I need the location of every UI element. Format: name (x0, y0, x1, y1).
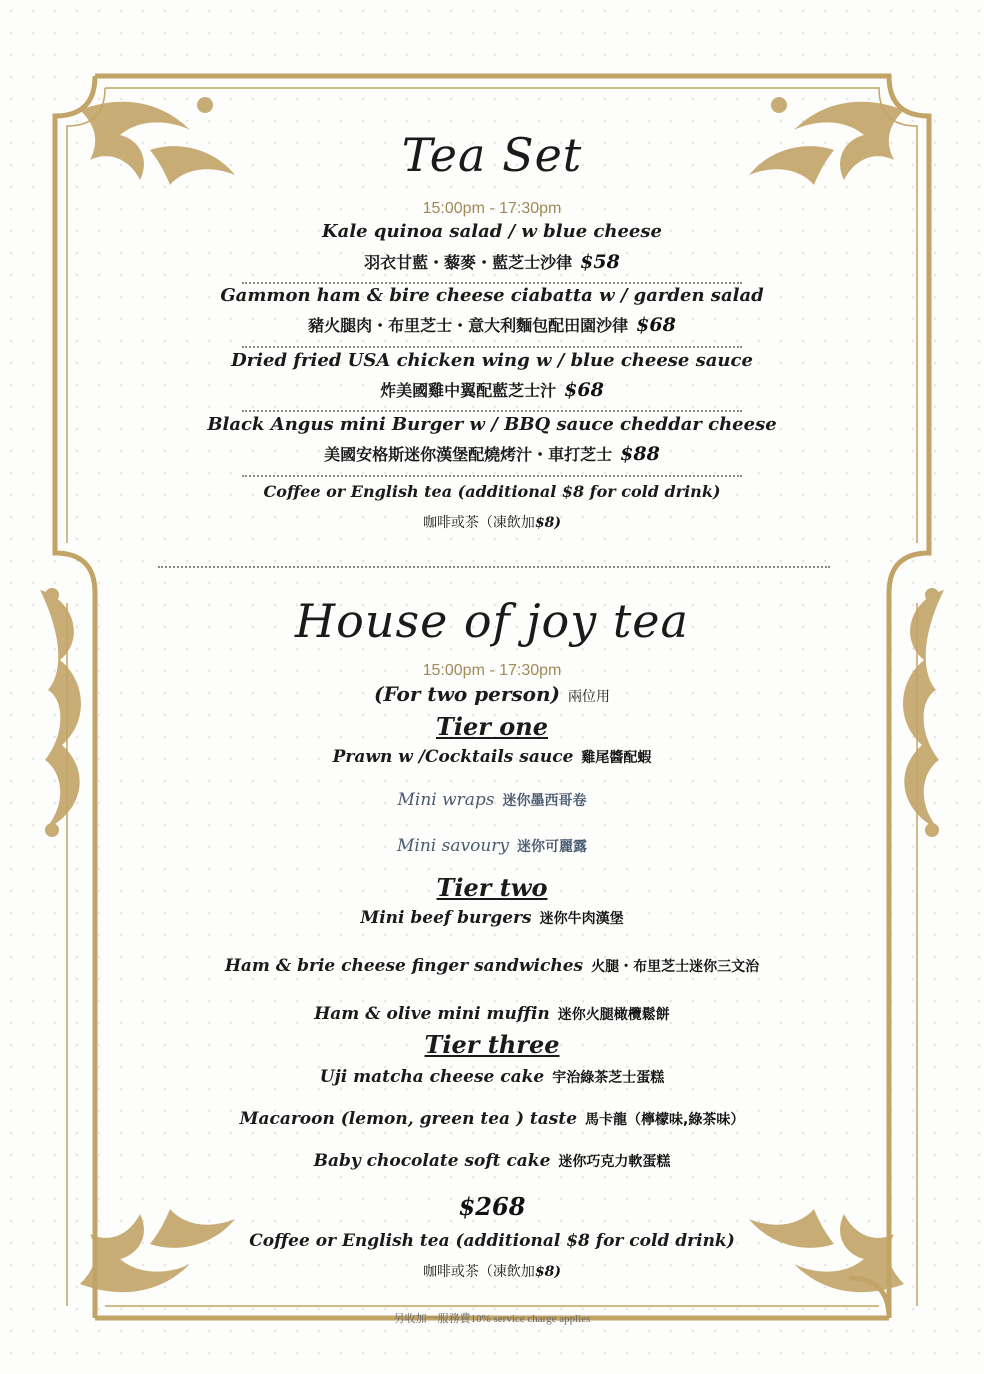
tea-set-item-4-line (0, 442, 984, 465)
tier-one-title: Tier one (436, 712, 548, 741)
joy-tea-drink-en: Coffee or English tea (additional $8 for cold drink) (249, 1231, 735, 1251)
tier-two-dish-1 (0, 908, 984, 928)
joy-tea-drink-zh: 咖啡或茶（凍飲加 (422, 1264, 535, 1280)
dish-en: Mini beef burgers (360, 908, 532, 928)
tea-set-item-4-en: Black Angus mini Burger w / BBQ sauce cheddar cheese (207, 414, 777, 435)
dish-zh: 火腿・布里芝士迷你三文治 (591, 959, 760, 975)
dish-en: Macaroon (lemon, green tea ) taste (239, 1109, 578, 1129)
tier-one-dish-1 (0, 747, 984, 767)
divider (242, 410, 742, 412)
joy-tea-for-two-line (0, 682, 984, 706)
tea-set-item-3-line (0, 378, 984, 401)
tier-three-title: Tier three (424, 1030, 560, 1059)
tea-set-item-2-price: $68 (636, 314, 676, 336)
dish-en: Prawn w /Cocktails sauce (332, 747, 574, 767)
tea-set-item-3-price: $68 (564, 379, 604, 401)
dish-en: Baby chocolate soft cake (313, 1151, 551, 1171)
dish-zh: 迷你巧克力軟蛋糕 (558, 1154, 671, 1170)
tea-set-drink-en: Coffee or English tea (additional $8 for cold drink) (263, 482, 721, 501)
section-divider (158, 566, 830, 568)
tea-set-item-1-en: Kale quinoa salad / w blue cheese (322, 221, 662, 242)
dish-zh: 馬卡龍（檸檬味,綠茶味） (585, 1112, 745, 1128)
joy-tea-title: House of joy tea (295, 594, 689, 648)
divider (242, 282, 742, 284)
tea-set-time: 15:00pm - 17:30pm (422, 200, 562, 217)
dish-zh: 雞尾醬配蝦 (581, 750, 652, 766)
tea-set-item-1-line (0, 250, 984, 273)
tea-set-item-1-price: $58 (580, 251, 620, 273)
dish-zh: 宇治綠茶芝士蛋糕 (552, 1070, 665, 1086)
tea-set-item-2-en: Gammon ham & bire cheese ciabatta w / garden salad (220, 285, 764, 306)
dish-zh: 迷你墨西哥卷 (502, 793, 587, 809)
tea-set-item-2-zh: 豬火腿肉・布里芝士・意大利麵包配田園沙律 (308, 316, 629, 335)
tea-set-drink-line (0, 512, 984, 532)
dish-en: Ham & brie cheese finger sandwiches (224, 956, 584, 976)
tier-two-title: Tier two (436, 873, 548, 902)
dish-en: Mini savoury (396, 836, 509, 856)
dish-en: Mini wraps (397, 790, 495, 810)
joy-tea-drink-price: $8) (534, 1264, 562, 1280)
dish-zh: 迷你可麗露 (517, 839, 587, 855)
tier-two-dish-3 (0, 1004, 984, 1024)
dish-zh: 迷你火腿橄欖鬆餅 (557, 1007, 670, 1023)
tea-set-item-3-zh: 炸美國雞中翼配藍芝士汁 (380, 381, 557, 400)
joy-tea-price: $268 (458, 1192, 526, 1221)
dish-en: Ham & olive mini muffin (314, 1004, 550, 1024)
divider (242, 346, 742, 348)
tea-set-item-3-en: Dried fried USA chicken wing w / blue cheese sauce (231, 350, 753, 371)
tea-set-item-2-line (0, 313, 984, 336)
tier-three-dish-1 (0, 1067, 984, 1087)
divider (242, 475, 742, 477)
joy-tea-for-two-zh: 兩位用 (568, 689, 610, 705)
joy-tea-time: 15:00pm - 17:30pm (422, 662, 562, 679)
service-charge-note: 另收加一服務費10% service charge applies (393, 1313, 591, 1325)
tier-two-dish-2 (0, 956, 984, 976)
tea-set-drink-price: $8) (534, 515, 562, 531)
tea-set-drink-zh: 咖啡或茶（凍飲加 (422, 515, 535, 531)
joy-tea-for-two: (For two person) (373, 682, 560, 706)
tier-one-dish-2 (0, 790, 984, 810)
joy-tea-drink-line (0, 1261, 984, 1281)
tea-set-title: Tea Set (401, 128, 583, 182)
dish-en: Uji matcha cheese cake (319, 1067, 545, 1087)
tier-three-dish-2 (0, 1109, 984, 1129)
tea-set-item-4-zh: 美國安格斯迷你漢堡配燒烤汁・車打芝士 (324, 445, 613, 464)
tea-set-item-1-zh: 羽衣甘藍・藜麥・藍芝士沙律 (364, 253, 573, 272)
tier-one-dish-3 (0, 836, 984, 856)
tier-three-dish-3 (0, 1151, 984, 1171)
dish-zh: 迷你牛肉漢堡 (539, 911, 624, 927)
tea-set-item-4-price: $88 (620, 443, 660, 465)
